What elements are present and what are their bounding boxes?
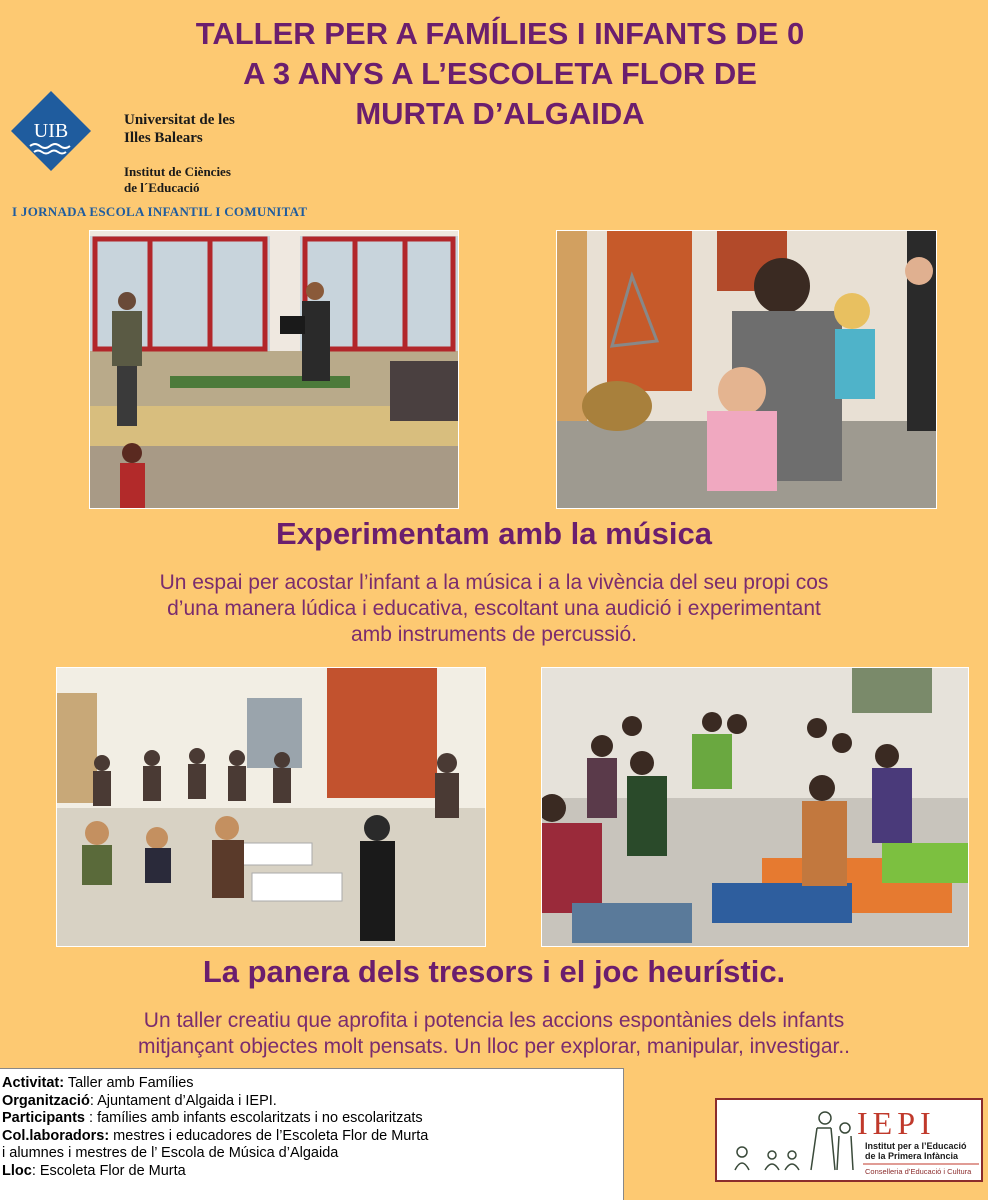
info-activitat (2, 1075, 623, 1093)
title-line-3: MURTA D’ALGAIDA (355, 96, 645, 131)
iepi-line2: de la Primera Infància (865, 1151, 959, 1161)
title-line-2: A 3 ANYS A L’ESCOLETA FLOR DE (243, 56, 757, 91)
activitat-value: Taller amb Famílies (64, 1075, 194, 1091)
photo-musicians (89, 230, 459, 509)
info-box (0, 1068, 624, 1200)
colaboradors-value: mestres i educadores de l’Escoleta Flor de Murta (109, 1127, 429, 1144)
section1-line3: amb instruments de percussió. (351, 623, 637, 646)
section2-line1: Un taller creatiu que aprofita i potencia les accions espontànies dels infants (143, 1009, 845, 1032)
iepi-logo-text: IEPI (857, 1105, 936, 1141)
organitzacio-value: : Ajuntament d’Algaida i IEPI. (89, 1092, 277, 1109)
uib-name-line2: Illes Balears (124, 130, 203, 146)
institute-line2: de l´Educació (124, 180, 200, 195)
uib-name (124, 111, 235, 147)
iepi-line1: Institut per a l’Educació (865, 1141, 967, 1151)
info-colaboradors-cont: i alumnes i mestres de l’ Escola de Música d’Algaida (2, 1145, 339, 1161)
section2-line2: mitjançant objectes molt pensats. Un lloc per explorar, manipular, investigar.. (137, 1035, 851, 1058)
iepi-line3: Conselleria d’Educació i Cultura (865, 1167, 972, 1176)
section1-title: Experimentam amb la música (276, 516, 712, 551)
organitzacio-label: Organització (2, 1092, 90, 1109)
participants-value: : famílies amb infants escolaritzats i no escolaritzats (85, 1110, 423, 1126)
section2-description (0, 1008, 988, 1060)
section1-description (20, 570, 968, 648)
info-lloc (2, 1163, 623, 1181)
uib-logo-text: UIB (33, 120, 69, 142)
lloc-value: : Escoleta Flor de Murta (31, 1162, 186, 1179)
photo-families-mats (541, 667, 969, 947)
photo-children-trays (56, 667, 486, 947)
uib-logo (10, 90, 92, 172)
section1-line2: d’una manera lúdica i educativa, escoltant una audició i experimentant (167, 597, 821, 620)
iepi-logo (715, 1098, 983, 1182)
info-organitzacio (2, 1093, 623, 1111)
section1-line1: Un espai per acostar l’infant a la música i a la vivència del seu propi cos (159, 571, 829, 594)
info-colaboradors (2, 1128, 623, 1146)
uib-name-line1: Universitat de les (124, 112, 235, 128)
institute-name (124, 164, 231, 196)
iepi-figures-icon (735, 1112, 853, 1170)
jornada-title: I JORNADA ESCOLA INFANTIL I COMUNITAT (12, 204, 308, 219)
institute-line1: Institut de Ciències (124, 164, 231, 179)
lloc-label: Lloc (2, 1162, 32, 1179)
photo-baby-triangle (556, 230, 937, 509)
participants-label: Participants (2, 1110, 85, 1126)
info-participants (2, 1110, 623, 1128)
colaboradors-label: Col.laboradors: (2, 1127, 110, 1144)
title-line-1: TALLER PER A FAMÍLIES I INFANTS DE 0 (195, 16, 805, 51)
section2-title: La panera dels tresors i el joc heurístic. (202, 954, 786, 989)
activitat-label: Activitat: (2, 1075, 65, 1091)
